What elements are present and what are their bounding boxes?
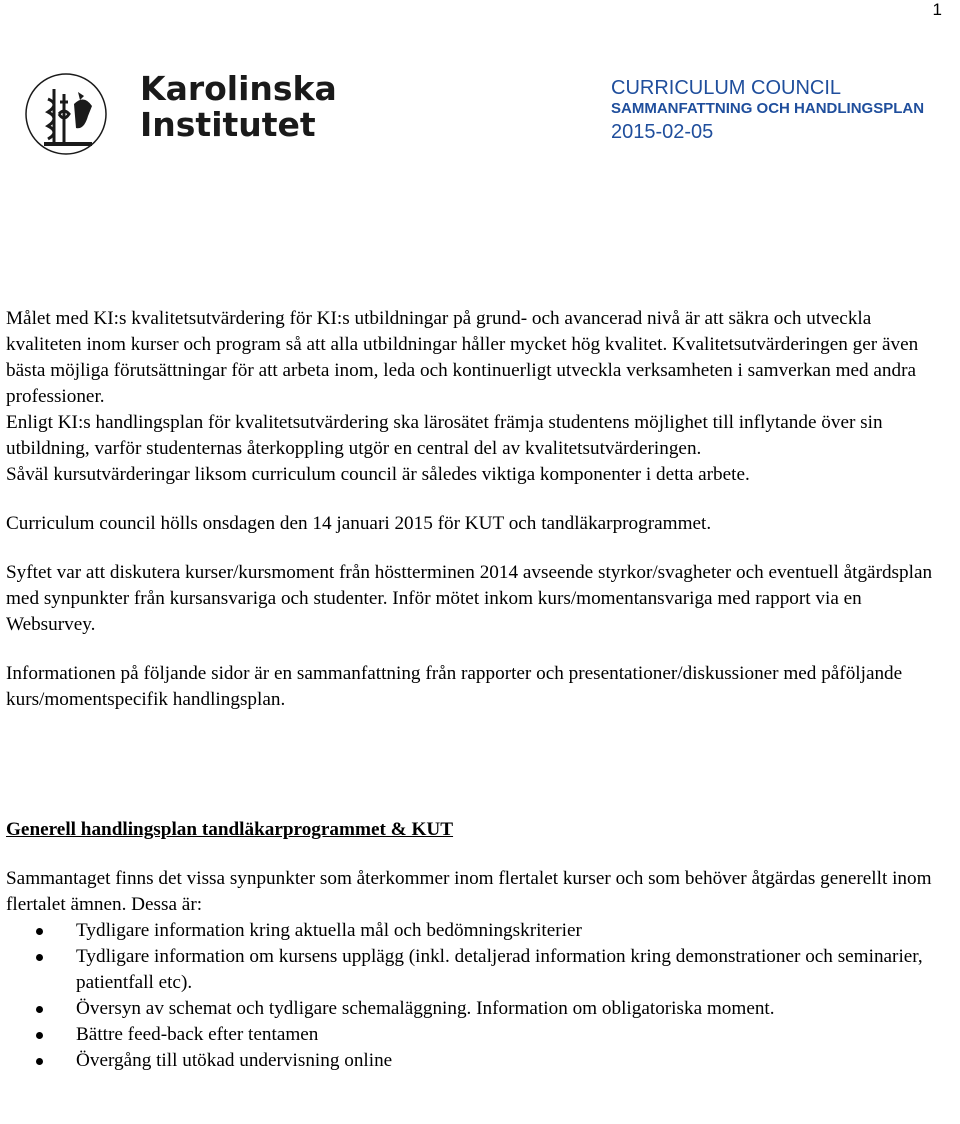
cup-snake-icon: [59, 94, 69, 142]
header-subtitle: SAMMANFATTNING OCH HANDLINGSPLAN: [611, 100, 925, 117]
spacer: [6, 713, 950, 817]
info-paragraph: Informationen på följande sidor är en sammanfattning från rapporter och presentationer/diskussioner med påföljande kurs/momentspecifik handlingsplan.: [6, 663, 903, 710]
spacer: [6, 638, 950, 661]
section-heading: Generell handlingsplan tandläkarprogrammet & KUT: [6, 819, 454, 840]
list-item: Övergång till utökad undervisning online: [76, 1048, 950, 1074]
intro-paragraph-3: Såväl kursutvärderingar liksom curriculum council är således viktiga komponenter i detta arbete.: [6, 464, 750, 485]
document-header: [611, 76, 924, 146]
list-item: Tydligare information om kursens upplägg (inkl. detaljerad information kring demonstrationer och seminarier, patientfall etc).: [76, 944, 950, 996]
intro-paragraph-2: Enligt KI:s handlingsplan för kvalitetsutvärdering ska lärosätet främja studentens möjlighet till inflytande över sin utbildning, varför studenternas återkoppling utgör en central del av kvalitetsutvärderingen.: [6, 412, 883, 459]
intro-paragraph-1: Målet med KI:s kvalitetsutvärdering för KI:s utbildningar på grund- och avancerad nivå är att säkra och utveckla kvaliteten inom kurser och program så att alla utbildningar håller mycket hög kvalitet. Kvalitetsutvärderingen ger även bästa möjliga förutsättningar för att arbeta inom, leda och kontinuerligt utveckla verksamheten i samverkan med andra professioner.: [6, 308, 919, 407]
action-list: [6, 918, 950, 1074]
list-item: Tydligare information kring aktuella mål och bedömningskriterier: [76, 918, 950, 944]
document-body: [6, 306, 950, 1074]
header-date: 2015-02-05: [611, 121, 714, 143]
section-intro: Sammantaget finns det vissa synpunkter som återkommer inom flertalet kurser och som behöver åtgärdas generellt inom flertalet ämnen. Dessa är:: [6, 868, 932, 915]
list-item: Bättre feed-back efter tentamen: [76, 1022, 950, 1048]
ki-seal-logo: [4, 44, 337, 174]
seal-base: [44, 142, 92, 146]
list-item: Översyn av schemat och tydligare schemaläggning. Information om obligatoriska moment.: [76, 996, 950, 1022]
karolinska-institutet-logo: [4, 44, 337, 174]
meeting-paragraph: Curriculum council hölls onsdagen den 14 januari 2015 för KUT och tandläkarprogrammet.: [6, 513, 712, 534]
page-number: 1: [932, 0, 942, 19]
rooster-icon: [74, 92, 92, 128]
header-title: CURRICULUM COUNCIL: [611, 77, 842, 99]
logo-name-line1: Karolinska: [140, 69, 337, 108]
spacer: [6, 537, 950, 560]
purpose-paragraph: Syftet var att diskutera kurser/kursmoment från höstterminen 2014 avseende styrkor/svagheter och eventuell åtgärdsplan med synpunkter från kursansvariga och studenter. Inför mötet inkom kurs/momentansvariga med rapport via en Websurvey.: [6, 562, 933, 635]
logo-name-line2: Institutet: [140, 105, 316, 144]
aesculapius-staff-icon: [48, 89, 54, 144]
spacer: [6, 488, 950, 511]
spacer: [6, 843, 950, 866]
